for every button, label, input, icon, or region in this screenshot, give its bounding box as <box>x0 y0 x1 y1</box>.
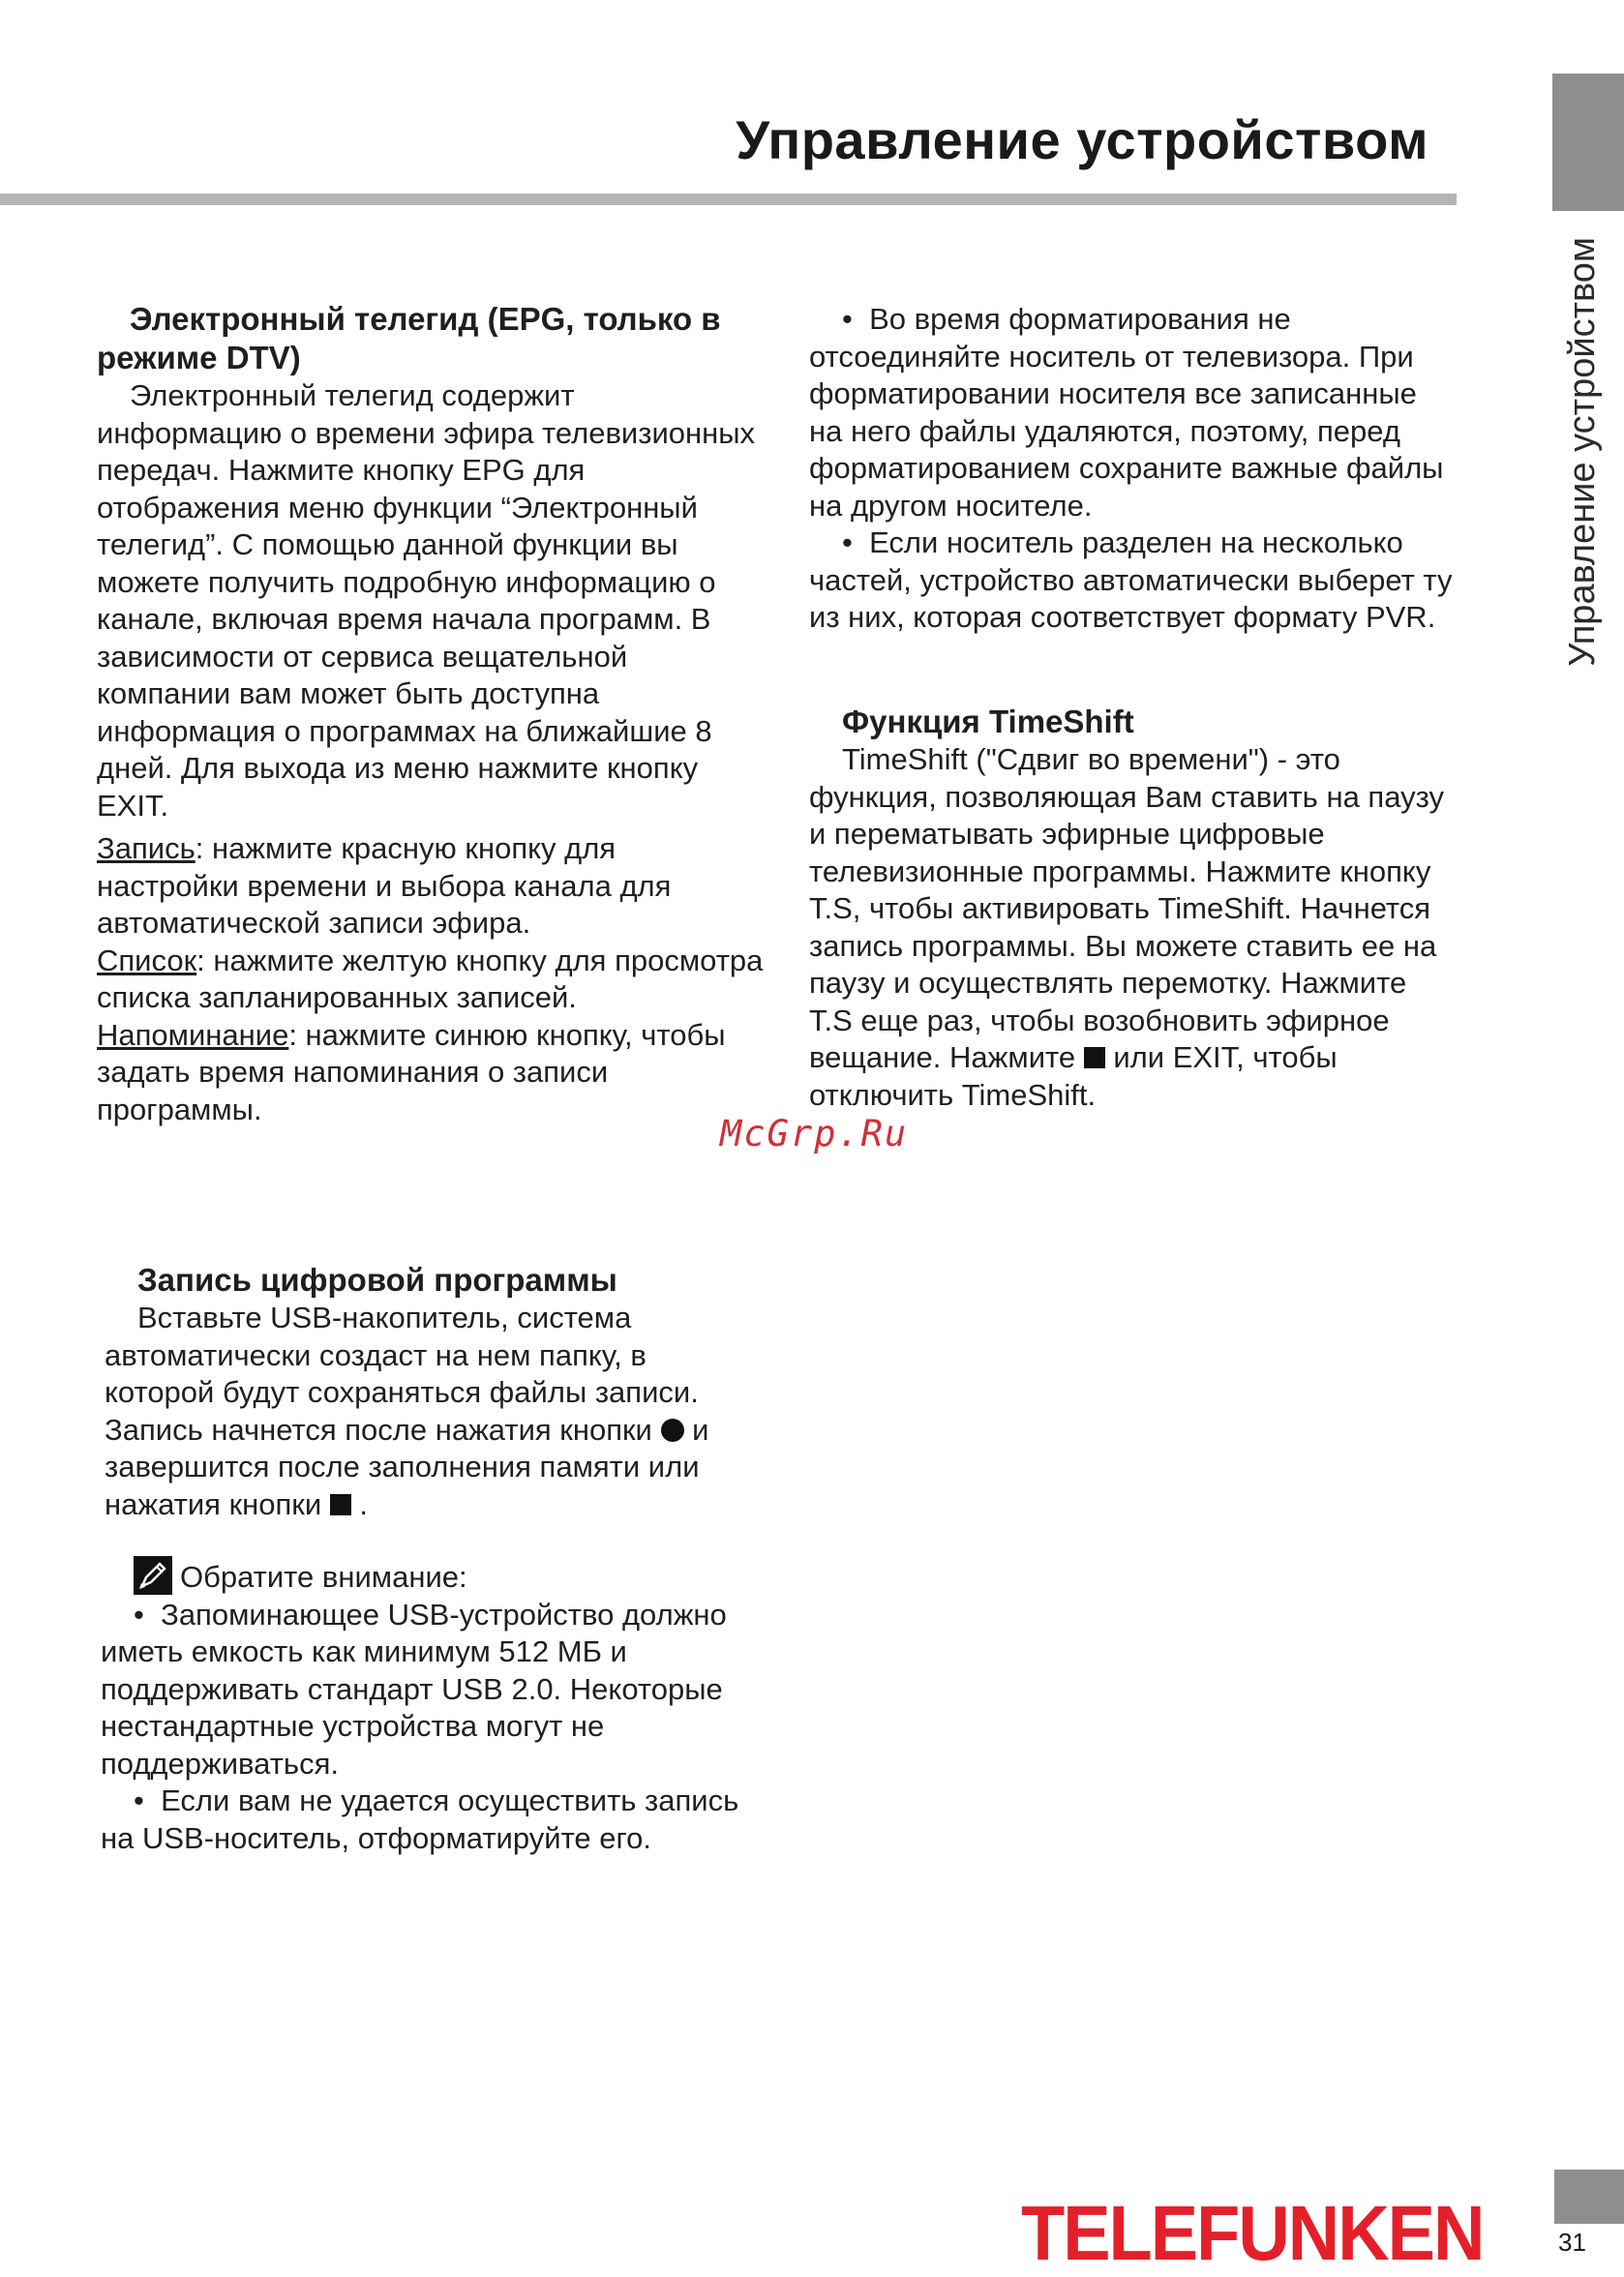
stop-square-icon <box>1084 1047 1105 1068</box>
format-bullet-2-text: Если носитель разделен на несколько частей, устройство автоматически выберет ту из них, которая соответствует формату PVR. <box>809 525 1453 634</box>
page-title: Управление устройством <box>736 109 1429 170</box>
format-bullet-2 <box>809 524 1458 637</box>
note-bullet-1 <box>101 1597 739 1783</box>
stop-square-icon <box>330 1494 351 1515</box>
timeshift-body-part1: TimeShift ("Сдвиг во времени") - это функция, позволяющая Вам ставить на паузу и перематывать эфирные цифровые телевизионные программы. Нажмите кнопку T.S, чтобы активировать TimeShift. Начнется запись программы. Вы можете ставить ее на паузу и осуществлять перемотку. Нажмите T.S еще раз, чтобы возобновить эфирное вещание. Нажмите <box>809 742 1444 1074</box>
page-number-tab <box>1554 2170 1624 2224</box>
note-bullet-2-text: Если вам не удается осуществить запись на USB-носитель, отформатируйте его. <box>101 1783 739 1855</box>
note-title-line <box>101 1556 739 1597</box>
epg-record <box>97 830 765 943</box>
note-title: Обратите внимание: <box>180 1560 467 1594</box>
format-notes-section <box>809 301 1458 637</box>
note-section <box>101 1556 739 1857</box>
side-section-label <box>1541 237 1618 702</box>
format-bullet-1 <box>809 301 1458 524</box>
timeshift-body-part2: или EXIT, чтобы отключить TimeShift. <box>809 1040 1338 1112</box>
note-bullet-1-text: Запоминающее USB-устройство должно иметь емкость как минимум 512 МБ и поддерживать стандарт USB 2.0. Некоторые нестандартные устройства могут не поддерживаться. <box>101 1597 727 1781</box>
bullet-mark: • <box>842 302 853 336</box>
side-section-label-text: Управление устройством <box>1562 237 1603 667</box>
epg-list <box>97 943 765 1017</box>
digital-record-body <box>105 1300 734 1523</box>
watermark: McGrp.Ru <box>720 1113 909 1154</box>
timeshift-body <box>809 741 1458 1114</box>
record-dot-icon <box>661 1419 684 1442</box>
digital-record-body-end: . <box>359 1486 369 1521</box>
epg-reminder-label: Напоминание <box>97 1017 289 1052</box>
digital-record-body-part1: Вставьте USB-накопитель, система автоматически создаст на нем папку, в которой будут сохраняться файлы записи. Запись начнется после нажатия кнопки <box>105 1301 699 1447</box>
page-number: 31 <box>1558 2228 1586 2257</box>
timeshift-section <box>809 703 1458 1114</box>
epg-reminder <box>97 1017 765 1129</box>
side-tab <box>1552 74 1624 211</box>
epg-reminder-text: : нажмите синюю кнопку, чтобы задать время напоминания о записи программы. <box>97 1017 726 1126</box>
brand-logo: TELEFUNKEN <box>1021 2189 1484 2277</box>
epg-heading: Электронный телегид (EPG, только в режиме DTV) <box>97 301 721 375</box>
note-bullet-2 <box>101 1783 739 1857</box>
format-bullet-1-text: Во время форматирования не отсоединяйте носитель от телевизора. При форматировании носителя все записанные на него файлы удаляются, поэтому, перед форматированием сохраните важные файлы на другом носителе. <box>809 302 1444 523</box>
epg-record-text: : нажмите красную кнопку для настройки времени и выбора канала для автоматической записи эфира. <box>97 831 672 940</box>
bullet-mark: • <box>134 1783 144 1817</box>
epg-body: Электронный телегид содержит информацию о времени эфира телевизионных передач. Нажмите кнопку EPG для отображения меню функции “Электронный телегид”. С помощью данной функции вы можете получить подробную информацию о канале, включая время начала программ. В зависимости от сервиса вещательной компании вам может быть доступна информация о программах на ближайшие 8 дней. Для выхода из меню нажмите кнопку EXIT. <box>97 378 756 823</box>
epg-list-label: Список <box>97 943 197 977</box>
note-pencil-icon <box>134 1556 172 1595</box>
digital-record-heading: Запись цифровой программы <box>137 1262 617 1298</box>
digital-record-section <box>105 1261 734 1523</box>
title-rule <box>0 194 1457 205</box>
epg-section <box>97 300 765 1128</box>
bullet-mark: • <box>842 525 853 559</box>
digital-record-body-part2: и завершится после заполнения памяти или нажатия кнопки <box>105 1412 709 1521</box>
epg-list-text: : нажмите желтую кнопку для просмотра списка запланированных записей. <box>97 943 764 1014</box>
timeshift-heading: Функция TimeShift <box>842 704 1134 739</box>
bullet-mark: • <box>134 1597 144 1632</box>
epg-record-label: Запись <box>97 831 195 865</box>
